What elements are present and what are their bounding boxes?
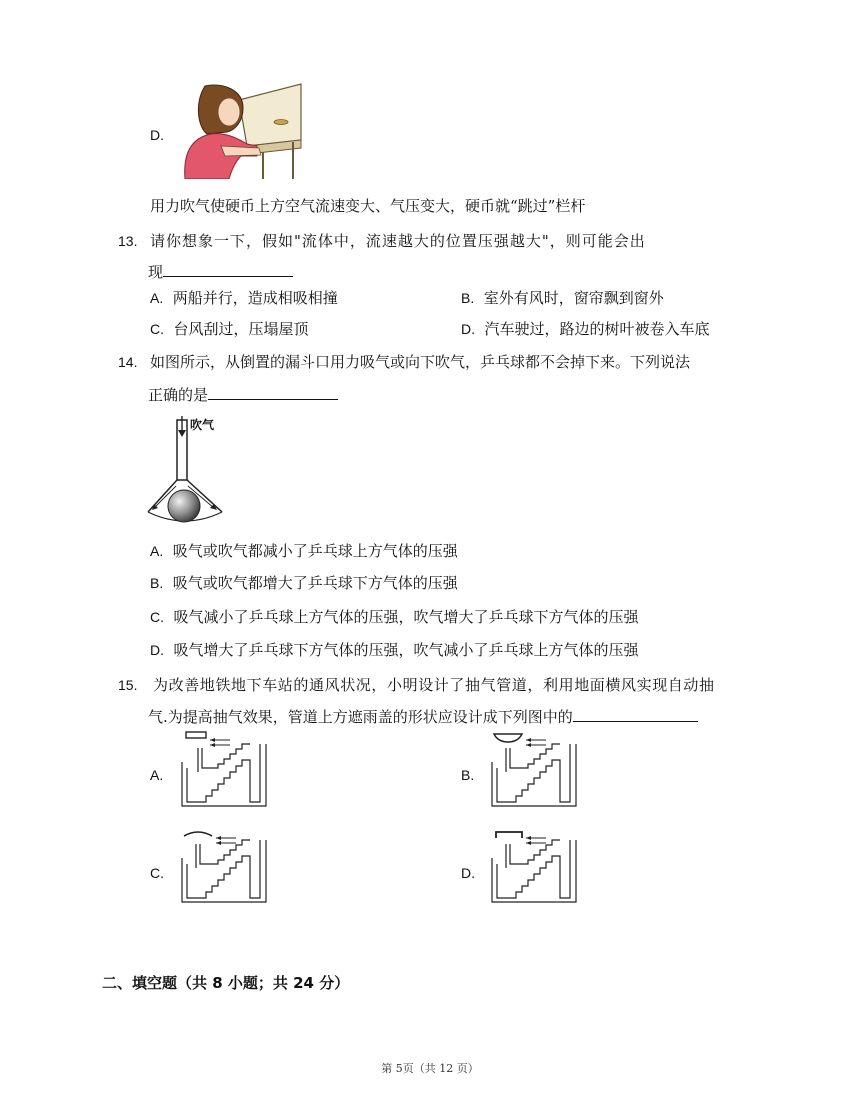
q14-question-line2 bbox=[148, 382, 338, 406]
section-2-heading: 二、填空题（共 8 小题；共 24 分） bbox=[102, 974, 350, 992]
q15-question-line2 bbox=[148, 704, 698, 728]
q14-option-a: A. 吸气或吹气都减小了乒乓球上方气体的压强 bbox=[150, 542, 458, 560]
q13-option-b: B. 室外有风时，窗帘飘到窗外 bbox=[461, 289, 664, 307]
girl-blowing-coin-illustration bbox=[177, 82, 303, 179]
q12-option-d-label: D. bbox=[150, 127, 164, 143]
q13-question-line1: 请你想象一下，假如"流体中，流速越大的位置压强越大"，则可能会出 bbox=[150, 232, 646, 250]
q14-option-b: B. 吸气或吹气都增大了乒乓球下方气体的压强 bbox=[150, 574, 458, 592]
q13-number: 13. bbox=[118, 233, 138, 249]
q15-question-line1: 为改善地铁地下车站的通风状况，小明设计了抽气管道，利用地面横风实现自动抽 bbox=[153, 676, 715, 694]
q13-question-text: 现 bbox=[148, 263, 164, 281]
q14-answer-blank[interactable] bbox=[208, 382, 338, 400]
q14-option-c: C. 吸气减小了乒乓球上方气体的压强，吹气增大了乒乓球下方气体的压强 bbox=[150, 608, 639, 626]
q15-option-c-figure bbox=[178, 826, 270, 906]
q15-answer-blank[interactable] bbox=[573, 704, 698, 722]
q15-option-a-label: A. bbox=[150, 767, 164, 783]
funnel-ping-pong-figure bbox=[140, 412, 235, 530]
q13-question-line2 bbox=[148, 259, 293, 283]
q15-number: 15. bbox=[118, 677, 138, 693]
q14-option-d: D. 吸气增大了乒乓球下方气体的压强，吹气减小了乒乓球上方气体的压强 bbox=[150, 641, 639, 659]
q15-option-c-label: C. bbox=[150, 865, 164, 881]
q12-explanation: 用力吹气使硬币上方空气流速变大、气压变大，硬币就“跳过”栏杆 bbox=[150, 197, 586, 215]
q15-question-text: 气.为提高抽气效果，管道上方遮雨盖的形状应设计成下列图中的 bbox=[148, 708, 573, 726]
q13-option-d: D. 汽车驶过，路边的树叶被卷入车底 bbox=[461, 320, 710, 338]
blow-air-figure-label: 吹气 bbox=[190, 418, 215, 432]
q15-option-b-figure bbox=[488, 730, 580, 810]
q14-question-line1: 如图所示，从倒置的漏斗口用力吸气或向下吹气，乒乓球都不会掉下来。下列说法 bbox=[150, 353, 691, 371]
q13-answer-blank[interactable] bbox=[163, 259, 293, 277]
q15-option-b-label: B. bbox=[461, 767, 475, 783]
q14-question-text: 正确的是 bbox=[148, 386, 209, 404]
q15-option-d-figure bbox=[488, 826, 580, 906]
q13-option-a: A. 两船并行，造成相吸相撞 bbox=[150, 289, 338, 307]
q14-number: 14. bbox=[118, 354, 138, 370]
q15-option-d-label: D. bbox=[461, 865, 475, 881]
q13-option-c: C. 台风刮过，压塌屋顶 bbox=[150, 320, 309, 338]
page-footer: 第 5页（共 12 页） bbox=[381, 1062, 479, 1075]
q15-option-a-figure bbox=[178, 730, 270, 810]
